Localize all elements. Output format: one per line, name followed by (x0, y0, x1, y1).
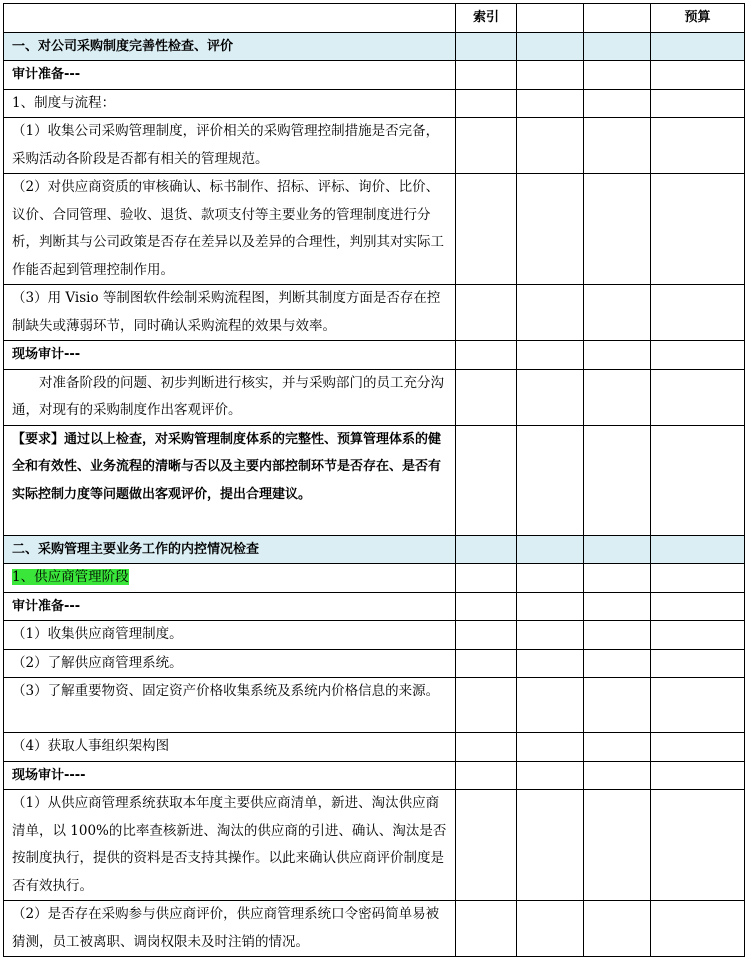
row-text: 现场审计--- (12, 347, 81, 362)
empty-cell (584, 285, 651, 341)
row-text: （2）了解供应商管理系统。 (12, 654, 183, 671)
row-content-cell (4, 790, 456, 901)
row-content-cell (4, 118, 456, 174)
row-text: 对准备阶段的问题、初步判断进行核实，并与采购部门的员工充分沟通，对现有的采购制度作出客观评价。 (12, 374, 444, 418)
empty-cell (584, 733, 651, 762)
empty-cell (456, 89, 517, 118)
empty-cell (651, 369, 745, 425)
row-text: 1、制度与流程： (12, 94, 116, 111)
empty-cell (584, 61, 651, 90)
row-content-cell (4, 89, 456, 118)
empty-cell (584, 535, 651, 564)
empty-cell (584, 678, 651, 733)
empty-cell (651, 790, 745, 901)
empty-cell (456, 901, 517, 957)
row-content-cell (4, 425, 456, 535)
row-content-cell (4, 341, 456, 370)
row-text: 二、采购管理主要业务工作的内控情况检查 (12, 541, 260, 557)
row-content-cell (4, 678, 456, 733)
row-content-cell (4, 564, 456, 593)
empty-cell (584, 621, 651, 650)
table-row (4, 535, 745, 564)
header-blank-cell (4, 4, 456, 33)
header-col3 (584, 4, 651, 33)
table-row (4, 733, 745, 762)
empty-cell (517, 678, 584, 733)
table-row (4, 621, 745, 650)
row-content-cell (4, 621, 456, 650)
empty-cell (651, 535, 745, 564)
header-budget: 预算 (651, 4, 745, 33)
empty-cell (651, 32, 745, 61)
empty-cell (584, 425, 651, 535)
empty-cell (651, 425, 745, 535)
empty-cell (651, 564, 745, 593)
table-row (4, 118, 745, 174)
audit-table (3, 3, 745, 957)
table-row (4, 285, 745, 341)
empty-cell (517, 535, 584, 564)
empty-cell (517, 790, 584, 901)
empty-cell (456, 61, 517, 90)
row-content-cell (4, 535, 456, 564)
row-text: 现场审计---- (12, 767, 86, 783)
row-content-cell (4, 32, 456, 61)
empty-cell (517, 649, 584, 678)
empty-cell (456, 118, 517, 174)
empty-cell (584, 649, 651, 678)
table-row (4, 174, 745, 285)
row-content-cell (4, 592, 456, 621)
row-text: （1）收集供应商管理制度。 (12, 626, 183, 642)
table-row (4, 61, 745, 90)
empty-cell (456, 733, 517, 762)
empty-cell (456, 32, 517, 61)
empty-cell (651, 733, 745, 762)
row-text: 【要求】通过以上检查，对采购管理制度体系的完整性、预算管理体系的健全和有效性、业务流程的清晰与否以及主要内部控制环节是否存在、是否有实际控制力度等问题做出客观评价，提出合理建议。 (12, 431, 442, 502)
empty-cell (651, 649, 745, 678)
table-row (4, 790, 745, 901)
empty-cell (517, 425, 584, 535)
table-row (4, 901, 745, 957)
table-row (4, 564, 745, 593)
empty-cell (584, 901, 651, 957)
empty-cell (456, 592, 517, 621)
row-content-cell (4, 61, 456, 90)
empty-cell (517, 564, 584, 593)
empty-cell (517, 901, 584, 957)
empty-cell (456, 425, 517, 535)
table-row (4, 649, 745, 678)
empty-cell (651, 285, 745, 341)
empty-cell (584, 564, 651, 593)
row-content-cell (4, 174, 456, 285)
empty-cell (517, 761, 584, 790)
empty-cell (517, 118, 584, 174)
empty-cell (456, 621, 517, 650)
table-header-row (4, 4, 745, 33)
empty-cell (517, 61, 584, 90)
row-text: 一、对公司采购制度完善性检查、评价 (12, 38, 234, 54)
table-row (4, 592, 745, 621)
row-text: （2）对供应商资质的审核确认、标书制作、招标、评标、询价、比价、议价、合同管理、验收、退货、款项支付等主要业务的管理制度进行分析，判断其与公司政策是否存在差异以及差异的合理性，判别其对实际工作能否起到管理控制作用。 (12, 179, 444, 278)
table-row (4, 425, 745, 535)
table-row (4, 369, 745, 425)
empty-cell (584, 790, 651, 901)
row-content-cell (4, 285, 456, 341)
empty-cell (651, 61, 745, 90)
empty-cell (584, 174, 651, 285)
row-text: （3）了解重要物资、固定资产价格收集系统及系统内价格信息的来源。 (12, 683, 440, 699)
header-index: 索引 (456, 4, 517, 33)
empty-cell (584, 761, 651, 790)
empty-cell (517, 733, 584, 762)
row-text: （1）从供应商管理系统获取本年度主要供应商清单，新进、淘汰供应商清单，以 100%的比率查核新进、淘汰的供应商的引进、确认、淘汰是否按制度执行，提供的资料是否支持其操作。以此来确认供应商评价制度是否有效执行。 (12, 795, 447, 894)
empty-cell (584, 32, 651, 61)
table-row (4, 678, 745, 733)
empty-cell (456, 649, 517, 678)
row-text: （2）是否存在采购参与供应商评价，供应商管理系统口令密码简单易被猜测，员工被离职、调岗权限未及时注销的情况。 (12, 906, 440, 950)
empty-cell (517, 285, 584, 341)
empty-cell (651, 592, 745, 621)
empty-cell (651, 678, 745, 733)
row-text: 审计准备--- (12, 67, 81, 82)
header-col2 (517, 4, 584, 33)
table-row (4, 32, 745, 61)
empty-cell (584, 341, 651, 370)
empty-cell (517, 369, 584, 425)
empty-cell (456, 535, 517, 564)
row-content-cell (4, 761, 456, 790)
empty-cell (517, 592, 584, 621)
empty-cell (651, 901, 745, 957)
row-content-cell (4, 649, 456, 678)
empty-cell (584, 89, 651, 118)
empty-cell (456, 678, 517, 733)
empty-cell (456, 369, 517, 425)
empty-cell (651, 174, 745, 285)
table-row (4, 761, 745, 790)
empty-cell (456, 564, 517, 593)
row-text: （1）收集公司采购管理制度，评价相关的采购管理控制措施是否完备，采购活动各阶段是否都有相关的管理规范。 (12, 123, 440, 167)
empty-cell (584, 592, 651, 621)
empty-cell (456, 174, 517, 285)
empty-cell (584, 118, 651, 174)
empty-cell (584, 369, 651, 425)
row-text: （4）获取人事组织架构图 (12, 738, 170, 754)
empty-cell (517, 32, 584, 61)
row-content-cell (4, 901, 456, 957)
row-text: （3）用 Visio 等制图软件绘制采购流程图，判断其制度方面是否存在控制缺失或薄弱环节，同时确认采购流程的效果与效率。 (12, 290, 441, 334)
empty-cell (517, 89, 584, 118)
row-text: 审计准备--- (12, 598, 81, 614)
empty-cell (651, 761, 745, 790)
row-content-cell (4, 369, 456, 425)
empty-cell (517, 341, 584, 370)
empty-cell (517, 621, 584, 650)
empty-cell (651, 341, 745, 370)
table-row (4, 89, 745, 118)
empty-cell (651, 621, 745, 650)
row-content-cell (4, 733, 456, 762)
empty-cell (456, 341, 517, 370)
empty-cell (517, 174, 584, 285)
row-text: 1、供应商管理阶段 (12, 569, 129, 585)
table-row (4, 341, 745, 370)
empty-cell (651, 89, 745, 118)
empty-cell (456, 761, 517, 790)
empty-cell (456, 285, 517, 341)
empty-cell (651, 118, 745, 174)
empty-cell (456, 790, 517, 901)
